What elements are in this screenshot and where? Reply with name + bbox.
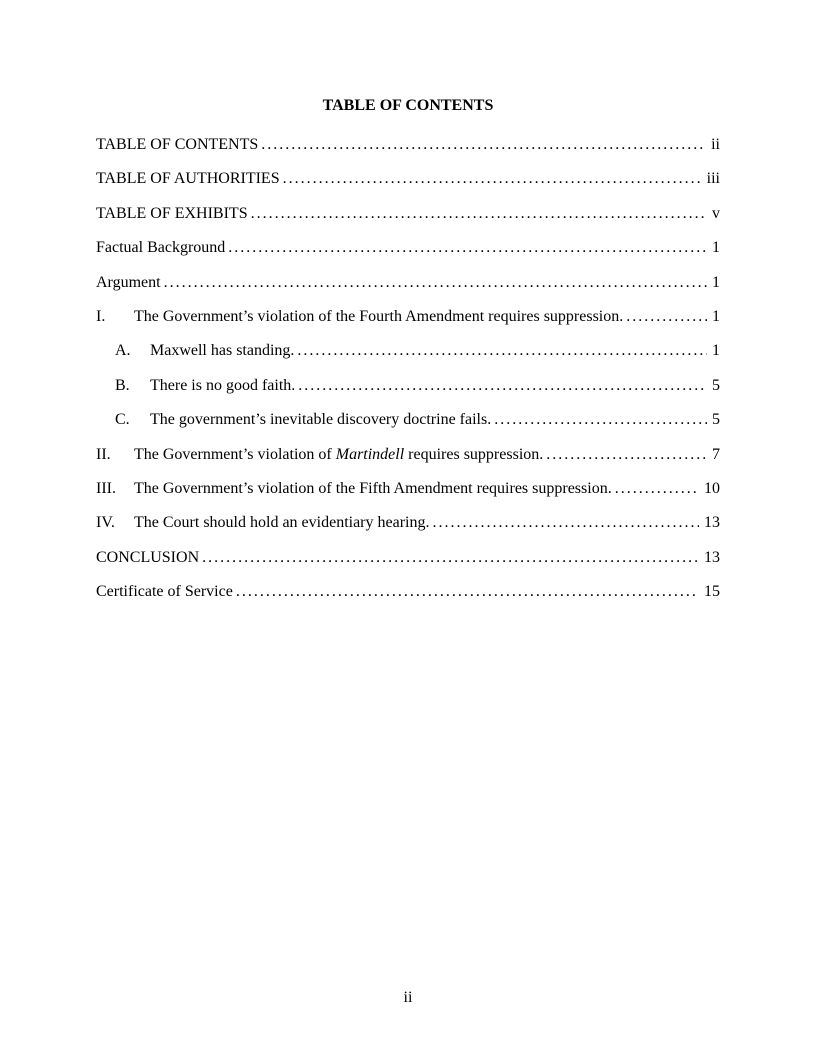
toc-dot-leader [432, 513, 699, 532]
toc-entry-text: TABLE OF AUTHORITIES [96, 170, 280, 188]
toc-entry-text: The Government’s violation of the Fourth Amendment requires suppression. [134, 307, 624, 325]
toc-entry [96, 479, 720, 498]
page-title: TABLE OF CONTENTS [322, 97, 494, 114]
toc-list [96, 135, 720, 601]
toc-entry-page: 7 [712, 445, 720, 463]
toc-entry [96, 341, 720, 360]
toc-entry-text: TABLE OF CONTENTS [96, 136, 259, 153]
toc-entry [96, 548, 720, 567]
toc-dot-leader [261, 135, 706, 154]
toc-entry [96, 445, 720, 464]
toc-entry-page: 1 [712, 273, 720, 291]
toc-entry-text: TABLE OF EXHIBITS [96, 204, 248, 222]
toc-entry-page: 10 [704, 479, 720, 497]
toc-entry-page: 5 [712, 376, 720, 394]
toc-entry [96, 513, 720, 532]
toc-entry-label: I. [96, 307, 106, 325]
footer-page-number: ii [403, 989, 413, 1006]
toc-entry [96, 169, 720, 188]
toc-entry [96, 238, 720, 257]
toc-entry-text: Maxwell has standing. [150, 342, 295, 360]
toc-dot-leader [626, 307, 707, 326]
toc-entry-text: The Government’s violation of the Fifth Amendment requires suppression. [134, 479, 612, 497]
toc-entry-label: IV. [96, 514, 115, 532]
toc-entry-page: iii [706, 170, 720, 188]
toc-entry-text: The Government’s violation of Martindell requires suppression. [134, 445, 544, 463]
toc-entry-page: 5 [712, 411, 720, 429]
toc-entry [96, 376, 720, 395]
toc-entry-text: There is no good faith. [150, 376, 296, 394]
toc-section [96, 96, 720, 616]
toc-entry-page: v [712, 204, 720, 222]
toc-entry-label: III. [96, 479, 116, 497]
toc-entry [96, 135, 720, 154]
toc-entry-page: 15 [704, 583, 720, 601]
toc-dot-leader [615, 479, 699, 498]
toc-entry [96, 582, 720, 601]
toc-entry-text: Argument [96, 273, 161, 291]
toc-dot-leader [164, 273, 707, 292]
toc-entry [96, 204, 720, 223]
toc-entry-text: CONCLUSION [96, 548, 200, 566]
toc-entry-page: ii [711, 136, 720, 153]
toc-entry-page: 13 [704, 548, 720, 566]
toc-entry-page: 1 [712, 342, 720, 360]
toc-entry [96, 307, 720, 326]
toc-dot-leader [283, 169, 702, 188]
toc-entry-label: A. [115, 342, 131, 360]
toc-entry-text: The government’s inevitable discovery doctrine fails. [150, 411, 492, 429]
toc-dot-leader [298, 376, 707, 395]
toc-entry-label: C. [115, 411, 130, 429]
toc-dot-leader [202, 548, 699, 567]
toc-entry-text: The Court should hold an evidentiary hearing. [134, 514, 430, 532]
toc-entry-text: Factual Background [96, 239, 226, 257]
toc-entry-label: II. [96, 445, 111, 463]
toc-entry-text: Certificate of Service [96, 583, 233, 601]
toc-dot-leader [236, 582, 699, 601]
toc-entry-page: 13 [704, 514, 720, 532]
toc-entry-page: 1 [712, 307, 720, 325]
toc-dot-leader [228, 238, 707, 257]
toc-entry [96, 273, 720, 292]
toc-dot-leader [494, 410, 707, 429]
toc-dot-leader [297, 341, 707, 360]
toc-entry [96, 410, 720, 429]
toc-dot-leader [546, 445, 707, 464]
toc-entry-page: 1 [712, 239, 720, 257]
toc-entry-label: B. [115, 376, 130, 394]
toc-dot-leader [251, 204, 707, 223]
